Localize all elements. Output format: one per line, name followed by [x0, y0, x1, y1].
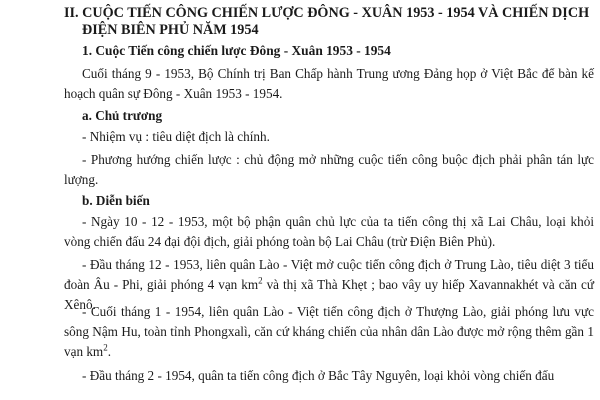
section-title: 1. Cuộc Tiến công chiến lược Đông - Xuân 1953 - 1954 — [82, 43, 391, 58]
chapter-heading — [64, 5, 594, 39]
b-item-3-text-after: . — [107, 344, 111, 359]
subheading-a: a. Chủ trương — [82, 108, 163, 123]
b-item-2-superscript: 2 — [258, 275, 263, 286]
b-item-3-superscript: 2 — [103, 342, 108, 353]
b-item-3-text-before: - Cuối tháng 1 - 1954, liên quân Lào - Việt tiến công địch ở Thượng Lào, giải phóng lưu vực sông Nậm Hu, toàn tỉnh Phongxalì, căn cứ kháng chiến của nhân dân Lào được mở rộng thêm gần 1 vạn km — [64, 304, 594, 359]
chapter-heading-line1: II. CUỘC TIẾN CÔNG CHIẾN LƯỢC ĐÔNG - XUÂN 1953 - 1954 VÀ CHIẾN DỊCH — [64, 5, 590, 21]
a-item-1 — [64, 127, 594, 147]
chapter-heading-line2: ĐIỆN BIÊN PHỦ NĂM 1954 — [82, 22, 259, 38]
a-item-2 — [64, 150, 594, 190]
b-item-2-text-before: - Đầu tháng 12 - 1953, liên quân Lào - Việt mở cuộc tiến công địch ở Trung Lào, tiêu diệt 3 tiểu đoàn Âu - Phi, giải phóng 4 vạn km — [64, 257, 594, 292]
a-item-2-text: - Phương hướng chiến lược : chủ động mở những cuộc tiến công buộc địch phải phân tán lực lượng. — [64, 152, 594, 187]
b-item-1-text: - Ngày 10 - 12 - 1953, một bộ phận quân chủ lực của ta tiến công thị xã Lai Châu, loại khỏi vòng chiến đấu 24 đại đội địch, giải phóng toàn bộ Lai Châu (trừ Điện Biên Phủ). — [64, 214, 594, 249]
b-item-4-text: - Đầu tháng 2 - 1954, quân ta tiến công địch ở Bắc Tây Nguyên, loại khỏi vòng chiến đấu — [82, 368, 555, 383]
b-item-3 — [64, 302, 594, 362]
intro-paragraph — [64, 64, 594, 104]
intro-text: Cuối tháng 9 - 1953, Bộ Chính trị Ban Chấp hành Trung ương Đảng họp ở Việt Bắc để bàn kế hoạch quân sự Đông - Xuân 1953 - 1954. — [64, 66, 594, 101]
b-item-1 — [64, 212, 594, 252]
b-item-2-text-after: và thị xã Thà Khẹt ; bao vây uy hiếp Xavannakhét và căn cứ Xênô. — [64, 277, 594, 312]
b-item-4 — [64, 366, 594, 386]
subheading-b: b. Diễn biến — [82, 193, 150, 208]
a-item-1-text: - Nhiệm vụ : tiêu diệt địch là chính. — [82, 129, 270, 144]
